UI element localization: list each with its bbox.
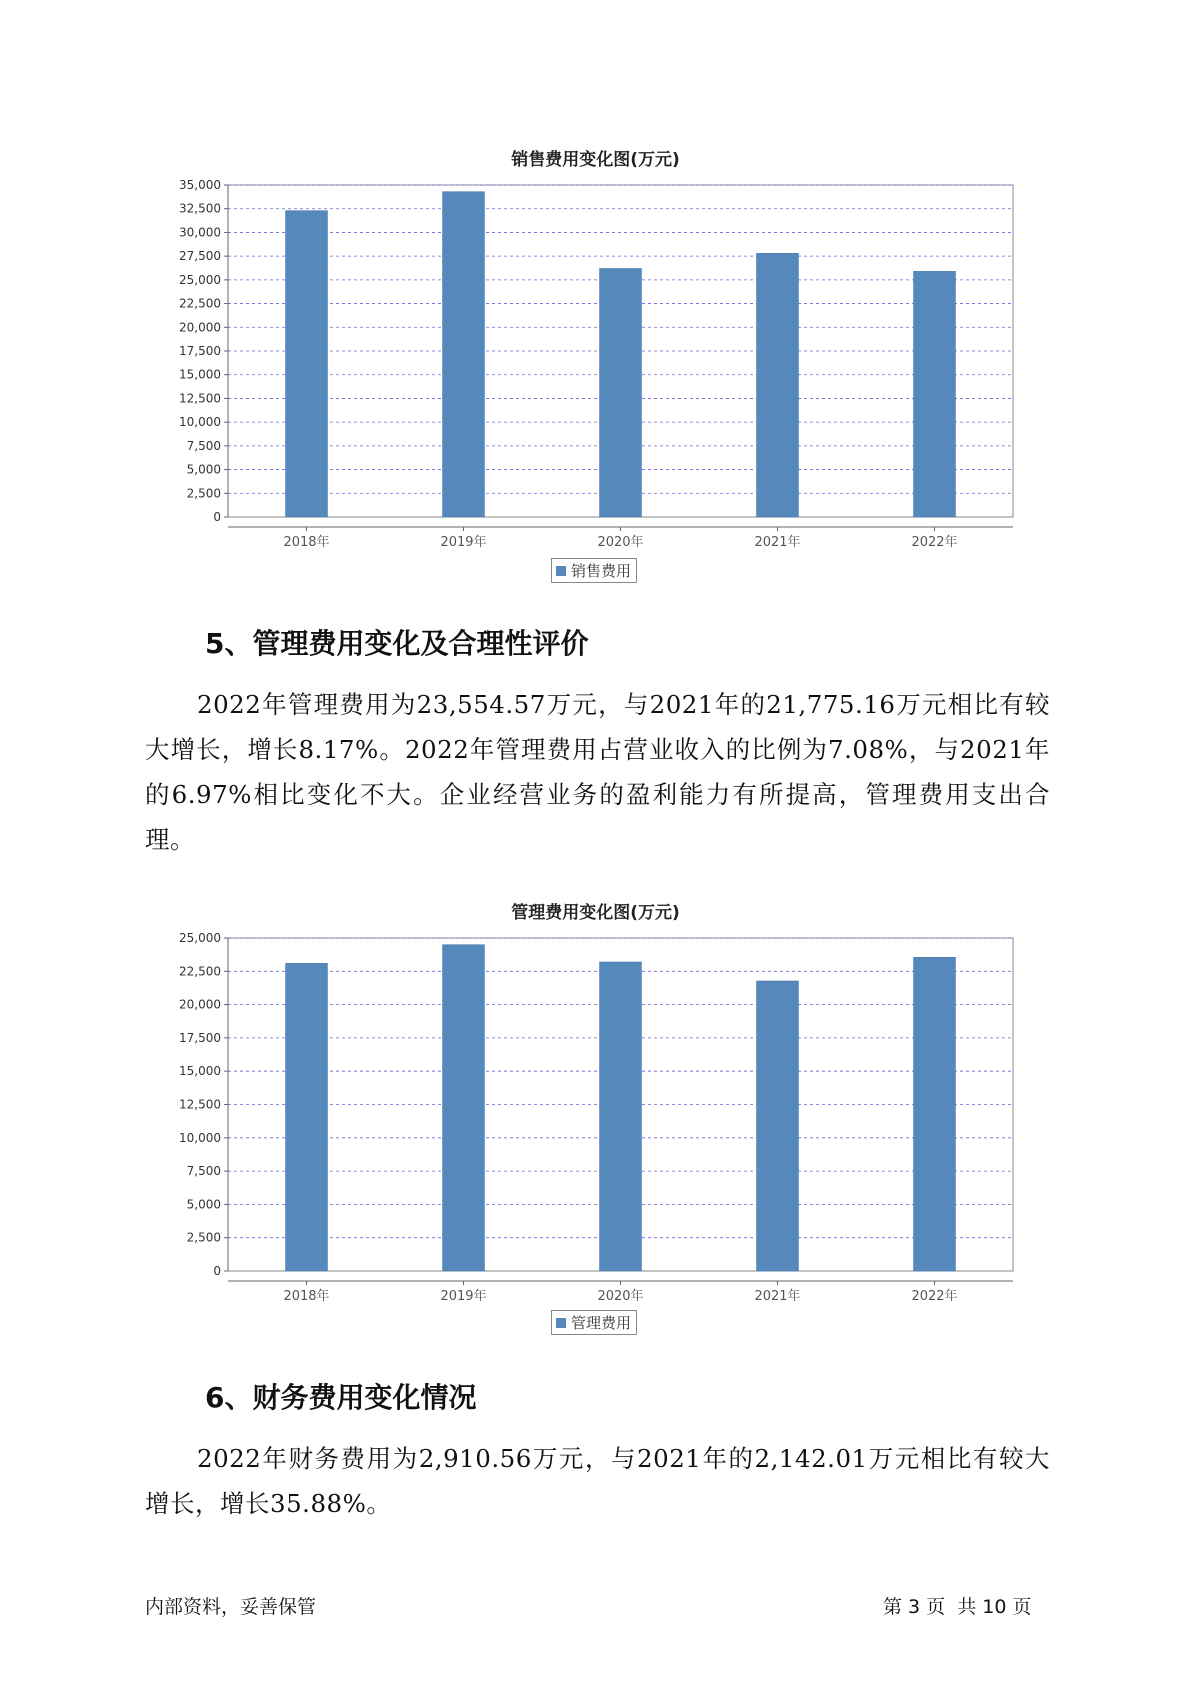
- x-tick-label: 2022年: [911, 1289, 958, 1304]
- bar-4: [757, 981, 799, 1271]
- y-tick-label: 12,500: [179, 1097, 221, 1112]
- section-heading-finance-expense: 6、财务费用变化情况: [205, 1381, 477, 1414]
- y-tick-label: 15,000: [179, 1064, 221, 1079]
- chart-title: 管理费用变化图(万元): [511, 903, 680, 923]
- x-tick-label: 2021年: [754, 1289, 801, 1304]
- y-tick-label: 0: [213, 1264, 221, 1278]
- y-tick-label: 10,000: [179, 1130, 221, 1145]
- y-tick-label: 25,000: [179, 931, 221, 945]
- x-tick-label: 2020年: [597, 1289, 644, 1304]
- y-tick-label: 0: [213, 510, 221, 524]
- x-tick-label: 2021年: [754, 535, 801, 550]
- legend-label: 销售费用: [571, 562, 632, 580]
- y-tick-label: 15,000: [179, 367, 221, 382]
- x-tick-label: 2022年: [911, 535, 958, 550]
- y-tick-label: 2,500: [186, 486, 221, 501]
- y-tick-label: 10,000: [179, 415, 221, 430]
- section-paragraph-finance-expense: 2022年财务费用为2,910.56万元，与2021年的2,142.01万元相比有较大增长，增长35.88%。: [145, 1444, 1050, 1518]
- bar-1: [286, 963, 328, 1271]
- footer-page-number: 第 3 页 共 10 页: [883, 1596, 1032, 1618]
- section-heading-admin-expense: 5、管理费用变化及合理性评价: [205, 627, 589, 660]
- bar-3: [600, 962, 642, 1271]
- legend-label: 管理费用: [571, 1314, 632, 1332]
- section-paragraph-admin-expense: 2022年管理费用为23,554.57万元，与2021年的21,775.16万元相比有较大增长，增长8.17%。2022年管理费用占营业收入的比例为7.08%，与2021年的6.97%相比变化不大。企业经营业务的盈利能力有所提高，管理费用支出合理。: [145, 690, 1050, 854]
- y-tick-label: 32,500: [179, 201, 221, 216]
- y-tick-label: 5,000: [186, 1197, 221, 1212]
- x-tick-label: 2019年: [440, 1289, 487, 1304]
- x-tick-label: 2019年: [440, 535, 487, 550]
- bar-5: [914, 957, 956, 1271]
- y-tick-label: 35,000: [179, 178, 221, 192]
- y-tick-label: 20,000: [179, 997, 221, 1012]
- y-tick-label: 30,000: [179, 225, 221, 240]
- y-tick-label: 17,500: [179, 344, 221, 358]
- y-tick-label: 22,500: [179, 296, 221, 311]
- x-tick-label: 2020年: [597, 535, 644, 550]
- y-tick-label: 27,500: [179, 249, 221, 264]
- x-tick-label: 2018年: [283, 535, 330, 550]
- y-tick-label: 2,500: [186, 1230, 221, 1245]
- y-tick-label: 12,500: [179, 391, 221, 406]
- bar-2: [443, 945, 485, 1271]
- y-tick-label: 5,000: [186, 462, 221, 477]
- legend-swatch: [556, 1318, 566, 1328]
- footer-confidential-note: 内部资料，妥善保管: [145, 1596, 317, 1618]
- y-tick-label: 20,000: [179, 320, 221, 335]
- y-tick-label: 25,000: [179, 272, 221, 287]
- y-tick-label: 7,500: [186, 438, 221, 453]
- chart-title: 销售费用变化图(万元): [511, 150, 680, 170]
- y-tick-label: 7,500: [186, 1164, 221, 1179]
- x-tick-label: 2018年: [283, 1289, 330, 1304]
- chart-legend: [551, 1310, 637, 1335]
- y-tick-label: 22,500: [179, 964, 221, 979]
- y-tick-label: 17,500: [179, 1030, 221, 1045]
